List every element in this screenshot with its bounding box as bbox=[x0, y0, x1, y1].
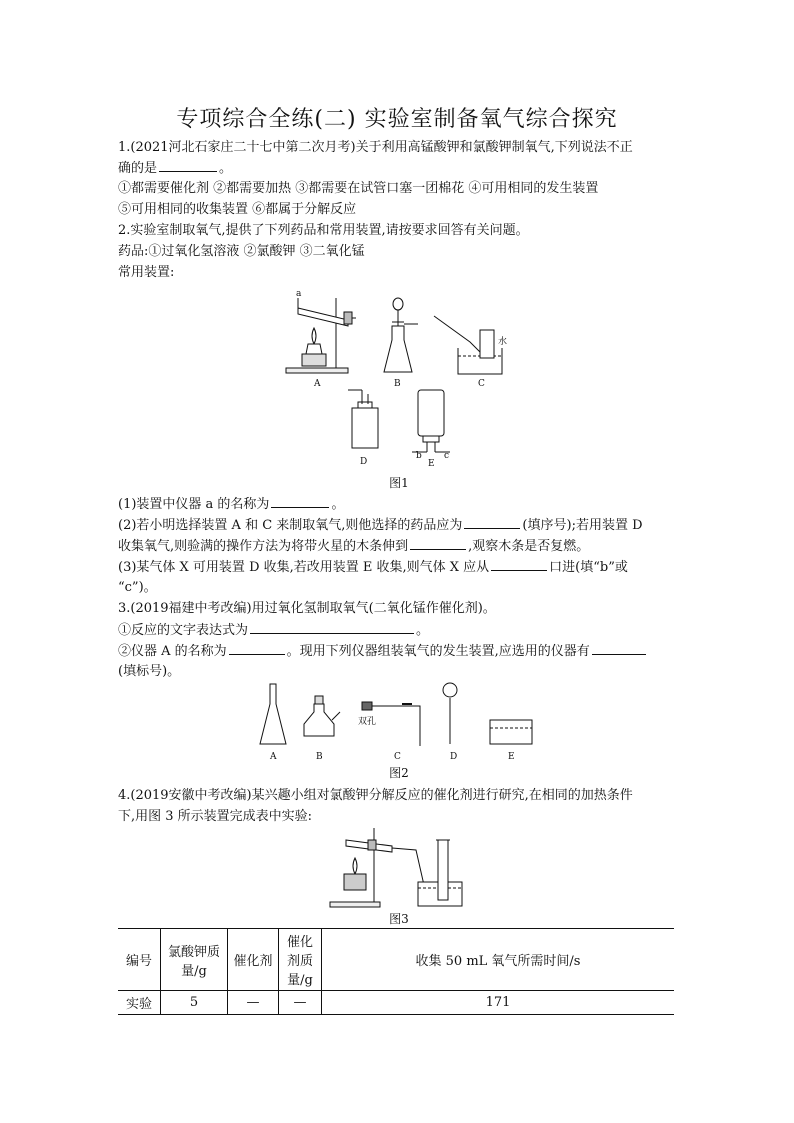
glass-tube-c bbox=[372, 706, 420, 746]
clamp bbox=[344, 312, 352, 324]
label-C: C bbox=[478, 379, 485, 389]
table-cell: — bbox=[228, 991, 279, 1015]
q2-sub3 bbox=[118, 557, 680, 578]
label-D: D bbox=[360, 457, 368, 467]
q1-options-2: ⑤可用相同的收集装置 ⑥都属于分解反应 bbox=[118, 202, 357, 217]
fig2-label-C: C bbox=[394, 752, 401, 762]
label-E: E bbox=[428, 459, 435, 469]
label-a: a bbox=[296, 289, 302, 299]
q2-sub3-text: (3)某气体 X 可用装置 D 收集,若改用装置 E 收集,则气体 X 应从 bbox=[118, 560, 490, 575]
separatory-funnel bbox=[393, 298, 403, 310]
q2-sub2-text-2: (填序号);若用装置 D bbox=[522, 518, 643, 533]
q4-stem-cont: 下,用图 3 所示装置完成表中实验: bbox=[118, 809, 313, 824]
label-water: 水 bbox=[498, 337, 508, 347]
figure-2 bbox=[252, 680, 552, 766]
table-cell: 171 bbox=[322, 991, 675, 1015]
q3-sub1-end: 。 bbox=[416, 623, 430, 638]
answer-blank[interactable] bbox=[464, 515, 520, 529]
table-row bbox=[118, 991, 674, 1015]
fig2-label-B: B bbox=[316, 752, 323, 762]
test-tube bbox=[298, 308, 348, 326]
label-c: c bbox=[444, 451, 450, 461]
col-header: 收集 50 mL 氧气所需时间/s bbox=[322, 929, 675, 991]
stand-base bbox=[286, 368, 348, 373]
q2-sub2-text: (2)若小明选择装置 A 和 C 来制取氧气,则他选择的药品应为 bbox=[118, 518, 463, 533]
graduated-cylinder bbox=[438, 840, 448, 900]
q2-sub2-text-4: ,观察木条是否复燃。 bbox=[468, 539, 590, 554]
alcohol-lamp bbox=[302, 354, 326, 366]
q2-apparatus-label: 常用装置: bbox=[118, 265, 175, 280]
q3-sub2 bbox=[118, 641, 680, 662]
q3-stem: 3.(2019福建中考改编)用过氧化氢制取氧气(二氧化锰作催化剂)。 bbox=[118, 601, 496, 616]
answer-blank[interactable] bbox=[410, 536, 466, 550]
flask-b bbox=[304, 704, 334, 736]
q1-stem: 1.(2021河北石家庄二十七中第二次月考)关于利用高锰酸钾和氯酸钾制氧气,下列说法不正 bbox=[118, 140, 633, 155]
label-A: A bbox=[314, 379, 321, 389]
answer-blank[interactable] bbox=[592, 641, 646, 655]
gas-bottle-d bbox=[352, 408, 378, 448]
results-table bbox=[118, 928, 674, 1015]
col-header: 氯酸钾质量/g bbox=[161, 929, 228, 991]
answer-blank[interactable] bbox=[271, 494, 329, 508]
flame bbox=[312, 328, 316, 344]
figure-1-caption: 图1 bbox=[389, 476, 409, 490]
q1-options-1: ①都需要催化剂 ②都需要加热 ③都需要在试管口塞一团棉花 ④可用相同的发生装置 bbox=[118, 181, 599, 196]
gas-bottle-e bbox=[418, 390, 444, 436]
answer-blank[interactable] bbox=[159, 158, 217, 172]
q3-sub1 bbox=[118, 620, 680, 641]
label-b: b bbox=[416, 451, 422, 461]
label-B: B bbox=[394, 379, 401, 389]
col-header: 编号 bbox=[125, 954, 152, 969]
fig2-label-E: E bbox=[508, 752, 515, 762]
q2-sub1-text: (1)装置中仪器 a 的名称为 bbox=[118, 497, 270, 512]
conical-flask-a bbox=[260, 684, 286, 744]
delivery-tube bbox=[434, 316, 480, 352]
gas-jar bbox=[480, 330, 494, 358]
q2-sub1-end: 。 bbox=[331, 497, 345, 512]
q2-sub3-cont: “c”)。 bbox=[118, 580, 157, 595]
fig2-label-hole: 双孔 bbox=[358, 717, 377, 727]
q3-sub2-text-2: 。现用下列仪器组装氧气的发生装置,应选用的仪器有 bbox=[286, 644, 590, 659]
table-cell: 5 bbox=[161, 991, 228, 1015]
table-cell: — bbox=[279, 991, 322, 1015]
figure-1 bbox=[280, 282, 520, 478]
q1-stem-end: 。 bbox=[219, 161, 233, 176]
figure-3 bbox=[326, 824, 468, 910]
q3-sub2-cont: (填标号)。 bbox=[118, 664, 181, 679]
fig2-label-D: D bbox=[450, 752, 458, 762]
col-header: 催化剂 bbox=[228, 929, 279, 991]
q4-stem: 4.(2019安徽中考改编)某兴趣小组对氯酸钾分解反应的催化剂进行研究,在相同的加热条件 bbox=[118, 788, 633, 803]
q2-reagents: 药品:①过氧化氢溶液 ②氯酸钾 ③二氧化锰 bbox=[118, 244, 365, 259]
lamp-3 bbox=[344, 874, 366, 890]
table-cell: 实验 bbox=[125, 997, 152, 1012]
trough-e bbox=[490, 720, 532, 744]
q2-sub2-cont bbox=[118, 536, 680, 557]
q2-sub1 bbox=[118, 494, 680, 515]
conical-flask bbox=[384, 326, 412, 372]
q2-sub2-text-3: 收集氧气,则验满的操作方法为将带火星的木条伸到 bbox=[118, 539, 409, 554]
figure-2-caption: 图2 bbox=[389, 766, 409, 780]
q3-sub1-text: ①反应的文字表达式为 bbox=[118, 623, 249, 638]
q1-stem-cont bbox=[118, 158, 680, 179]
q2-sub2 bbox=[118, 515, 680, 536]
fig2-label-A: A bbox=[270, 752, 277, 762]
answer-blank[interactable] bbox=[250, 620, 414, 634]
q2-sub3-text-2: 口进(填“b”或 bbox=[549, 560, 628, 575]
q1-stem-text: 确的是 bbox=[118, 161, 158, 176]
figure-3-caption: 图3 bbox=[389, 912, 409, 926]
q3-sub2-text: ②仪器 A 的名称为 bbox=[118, 644, 227, 659]
page-title: 专项综合全练(二) 实验室制备氧气综合探究 bbox=[176, 107, 618, 132]
q2-stem: 2.实验室制取氧气,提供了下列药品和常用装置,请按要求回答有关问题。 bbox=[118, 223, 529, 238]
stopper-c bbox=[362, 702, 372, 710]
table-header-row bbox=[118, 929, 674, 991]
stand-base-3 bbox=[330, 902, 380, 907]
col-header: 催化剂质量/g bbox=[279, 929, 322, 991]
answer-blank[interactable] bbox=[229, 641, 285, 655]
answer-blank[interactable] bbox=[491, 557, 547, 571]
